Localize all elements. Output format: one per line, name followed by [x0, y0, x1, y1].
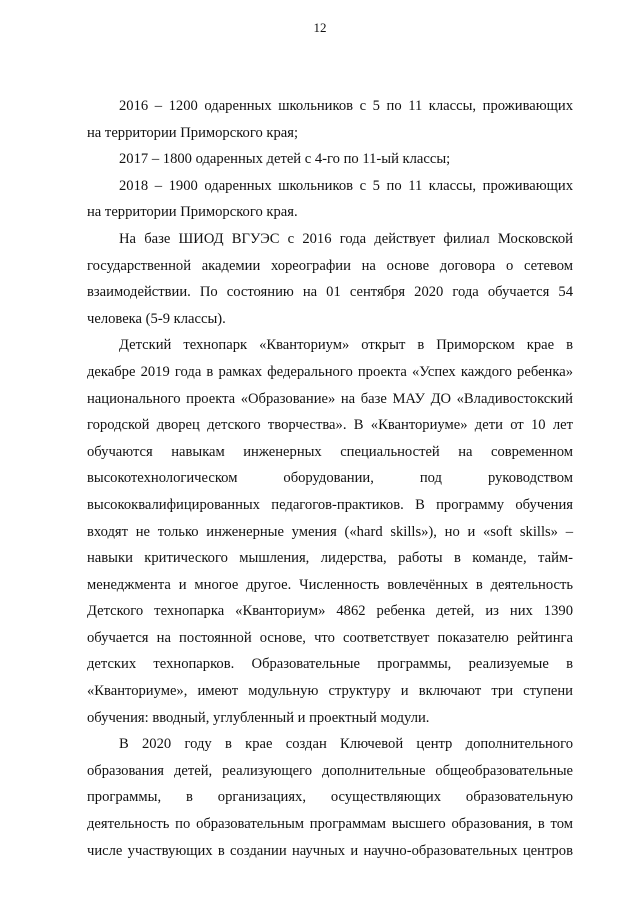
paragraph-key-center-2020 [87, 731, 573, 864]
paragraph-kvantorium [87, 332, 573, 731]
text-line: На базе ШИОД ВГУЭС с 2016 года действует филиал Московской [119, 230, 573, 247]
text-line: Детский технопарк «Кванториум» открыт в Приморском крае в [119, 337, 573, 354]
paragraph-2016 [87, 93, 573, 146]
text-line: городской дворец детского творчества». В «Кванториуме» дети от 10 лет [87, 417, 573, 434]
text-line: обучается на постоянной основе, что соответствует показателю рейтинга [87, 629, 573, 646]
text-line: декабре 2019 года в рамках федерального проекта «Успех каждого ребенка» [87, 363, 573, 380]
text-line: В 2020 году в крае создан Ключевой центр дополнительного [119, 736, 573, 753]
text-line: навыки критического мышления, лидерства, работы в команде, тайм- [87, 550, 573, 567]
paragraph-shiod-branch [87, 226, 573, 332]
text-line: программы, в организациях, осуществляющих образовательную [87, 789, 573, 806]
text-line: 2017 – 1800 одаренных детей с 4-го по 11-ый классы; [119, 151, 451, 168]
text-line: высокотехнологическом оборудовании, под руководством [87, 470, 573, 487]
text-line: национального проекта «Образование» на базе МАУ ДО «Владивостокский [87, 390, 573, 407]
text-line: 2016 – 1200 одаренных школьников с 5 по 11 классы, проживающих [119, 98, 573, 114]
text-line: государственной академии хореографии на основе договора о сетевом [87, 257, 573, 274]
text-line: входят не только инженерные умения («hard skills»), но и «soft skills» – [87, 523, 573, 540]
text-line: детских технопарков. Образовательные программы, реализуемые в [87, 656, 573, 673]
text-line: высококвалифицированных педагогов-практиков. В программу обучения [87, 496, 573, 513]
paragraph-2017 [87, 146, 573, 173]
text-line: деятельность по образовательным программам высшего образования, в том [87, 816, 573, 833]
text-line: взаимодействии. По состоянию на 01 сентября 2020 года обучается 54 [87, 284, 573, 301]
text-line: 2018 – 1900 одаренных школьников с 5 по 11 классы, проживающих [119, 177, 573, 194]
paragraph-2018 [87, 173, 573, 226]
text-line: на территории Приморского края. [87, 204, 298, 221]
text-line: человека (5-9 классы). [87, 310, 226, 327]
text-line: числе участвующих в создании научных и научно-образовательных центров [87, 842, 573, 859]
text-line: обучаются навыкам инженерных специальностей на современном [87, 443, 573, 460]
text-line: «Кванториуме», имеют модульную структуру и включают три ступени [87, 683, 573, 700]
text-line: обучения: вводный, углубленный и проектный модули. [87, 709, 430, 726]
page-number: 12 [313, 20, 327, 35]
text-line: на территории Приморского края; [87, 124, 299, 141]
text-line: менеджмента и многое другое. Численность вовлечённых в деятельность [87, 576, 573, 593]
document-body [87, 93, 573, 864]
text-line: образования детей, реализующего дополнительные общеобразовательные [87, 762, 573, 779]
text-line: Детского технопарка «Кванториум» 4862 ребенка детей, из них 1390 [87, 603, 573, 620]
